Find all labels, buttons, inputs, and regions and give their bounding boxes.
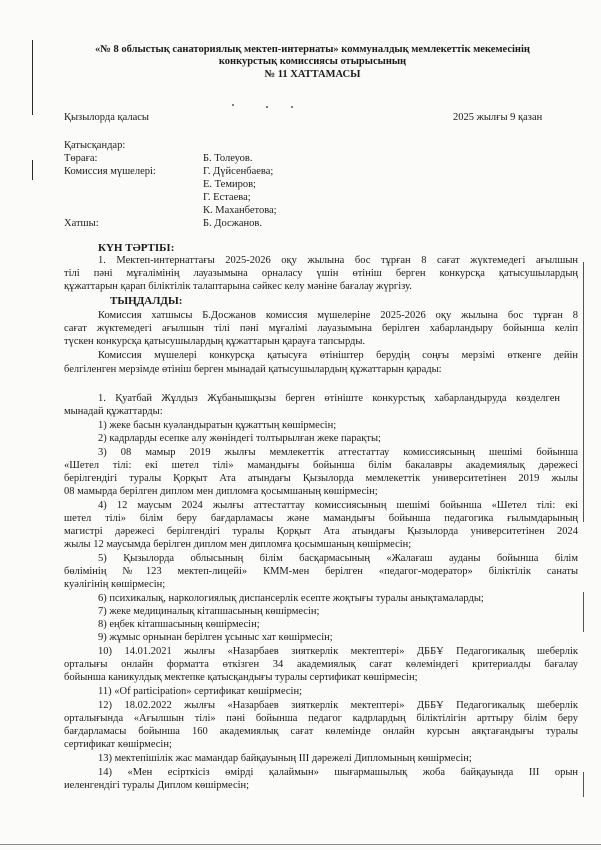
document-list-line: 5) Қызылорда облысының білім басқармасының «Жалағаш ауданы бойынша білім: [98, 553, 578, 564]
document-title-line-2: конкурстық комиссиясы отырысының: [218, 56, 407, 67]
member-name: Г. Естаева;: [203, 192, 251, 203]
document-list-line: 9) жұмыс орнынан берілген ұсыныс хат көшірмесін;: [98, 632, 333, 643]
document-list-line: магистрі дәрежесі берілгендігі туралы Қорқыт Ата атындағы Қызылорда университетінен 2024: [64, 526, 578, 537]
document-list-line: 11) «Of participation» сертификат көшірмесін;: [98, 686, 302, 697]
document-list-line: «Шетел тілі: екі шетел тілі» мамандығы бойынша білім бакалавры академиялық дәрежесі: [64, 460, 578, 471]
heard-line: белгіленген мерзімде өтініш берген мынадай қатысушылардың құжаттарын қарады:: [64, 364, 442, 375]
document-list-line: иеленгендігі туралы Диплом көшірмесін;: [64, 780, 250, 791]
agenda-heading: КҮН ТӘРТІБІ:: [98, 242, 175, 254]
chair-label: Төраға:: [64, 153, 98, 164]
scan-edge-mark: [32, 40, 33, 115]
document-list-line: шетел тілі» білім беру бағдарламасы және мамандығы бойынша педагогика ғылымдарының: [64, 513, 578, 524]
scan-edge-mark: [583, 772, 584, 797]
document-list-line: 2) кадрларды есепке алу жөніндегі толтырылған жеке парақты;: [98, 433, 381, 444]
document-list-line: мынадай құжаттарды:: [64, 406, 163, 417]
participants-title: Қатысқандар:: [64, 140, 126, 151]
document-list-line: бөлімінің №123 мектеп-лицейі» КММ-мен берілген «педагог-модератор» біліктілік санаты: [64, 566, 578, 577]
heard-line: түскен конкурсқа қатысушылардың құжаттарын қарауға тапсырды.: [64, 336, 366, 347]
document-list-line: 1) жеке басын куәландыратын құжаттың көшірмесін;: [98, 420, 337, 431]
document-list-line: 12) 18.02.2022 жылғы «Назарбаев зияткерлік мектептері» ДББҰ Педагогикалық шеберлік: [98, 700, 578, 711]
document-title-protocol: № 11 ХАТТАМАСЫ: [264, 69, 361, 80]
document-list-line: орталығында «Ағылшын тілі» пәні бойынша педагог кадрлардың біліктілігін арттыру білім беру: [64, 713, 578, 724]
scan-edge-mark: [583, 262, 584, 522]
document-list-line: 8) еңбек кітапшасының көшірмесін;: [98, 619, 260, 630]
document-list-line: 1. Қуатбай Жұлдыз Жұбанышқызы берген өтініште конкурстық хабарландыруда көзделген: [98, 393, 560, 404]
member-name: Г. Дүйсенбаева;: [203, 166, 274, 177]
city: Қызылорда қаласы: [64, 112, 149, 123]
scan-edge-mark: [32, 160, 33, 180]
agenda-line: тілі пәні мұғалімінің лауазымына орналасу үшін өтініш берген конкурсқа қатысушылардың: [64, 268, 578, 279]
document-list-line: 6) психикалық, наркологиялық диспансерлік есепте жоқтығы туралы анықтамаларды;: [98, 593, 484, 604]
agenda-line: құжаттарын қарап біліктілік талаптарына сәйкес келу мәніне бағалау жүргізу.: [64, 281, 412, 292]
scan-edge-mark: [0, 844, 601, 845]
document-list-line: жылы 12 маусымда берілген диплом мен дипломға қосымшаның көшірмесін;: [64, 539, 412, 550]
scan-speck: [291, 106, 293, 108]
document-title-line-1: «№ 8 облыстық санаториялық мектеп-интернаты» коммуналдық мемлекеттік мекемесінің: [95, 44, 530, 55]
document-list-line: 3) 08 мамыр 2019 жылғы мемлекеттік аттестаттау комиссиясының шешімі бойынша: [98, 447, 578, 458]
scan-speck: [232, 104, 234, 106]
secretary-label: Хатшы:: [64, 218, 99, 229]
document-list-line: 13) мектепішілік жас мамандар байқауының ІІІ дәрежелі Дипломының көшірмесін;: [98, 753, 472, 764]
members-label: Комиссия мүшелері:: [64, 166, 156, 177]
chair-name: Б. Толеуов.: [203, 153, 253, 164]
document-list-line: 08 мамырда берілген диплом мен дипломға қосымшаның көшірмесін;: [64, 486, 378, 497]
document-list-line: бағдарламасы бойынша 160 академиялық сағат көлемінде онлайн курсын аяқтағандығы туралы: [64, 726, 578, 737]
member-name: Е. Темиров;: [203, 179, 256, 190]
document-list-line: 10) 14.01.2021 жылғы «Назарбаев зияткерлік мектептері» ДББҰ Педагогикалық шеберлік: [98, 646, 578, 657]
document-list-line: орталығы онлайн форматта өткізген 34 академиялық сағат көлеміндегі критериалды бағалау: [64, 659, 578, 670]
document-list-line: 7) жеке медициналық кітапшасының көшірмесін;: [98, 606, 320, 617]
document-list-line: куәлігінің көшірмесін;: [64, 579, 166, 590]
document-list-line: сертификат көшірмесін;: [64, 739, 172, 750]
document-list-line: бойынша каникулдық мектепке қатысқандығы туралы сертификат көшірмесін;: [64, 672, 418, 683]
document-list-line: 14) «Мен есірткісіз өмірді қалаймын» шығармашылық жоба байқауында ІІІ орын: [98, 767, 578, 778]
heard-line: Комиссия хатшысы Б.Досжанов комиссия мүшелеріне 2025-2026 оқу жылына бос тұрған 8: [98, 310, 578, 321]
scan-speck: [266, 106, 268, 108]
secretary-name: Б. Досжанов.: [203, 218, 262, 229]
document-list-line: берілгендігі туралы Қорқыт Ата атындағы Қызылорда мемлекеттік университетінен 2019 жылы: [64, 473, 578, 484]
agenda-line: 1. Мектеп-интернаттағы 2025-2026 оқу жылына бос тұрған 8 сағат жүктемедегі ағылшын: [98, 255, 578, 266]
date: 2025 жылғы 9 қазан: [453, 112, 543, 123]
member-name: К. Маханбетова;: [203, 205, 277, 216]
scan-edge-mark: [583, 592, 584, 632]
document-list-line: 4) 12 маусым 2024 жылғы аттестаттау комиссиясының шешімі бойынша «Шетел тілі: екі: [98, 500, 578, 511]
heard-heading: ТЫҢДАЛДЫ:: [110, 295, 183, 307]
heard-line: Комиссия мүшелері конкурсқа қатысуға өтініштер берудің соңғы мерзімі өткенге дейін: [98, 350, 578, 361]
heard-line: сағат жүктемедегі ағылшын тілі пәні мұғалімі лауазымына берілген хабарландыру бойынша келіп: [64, 323, 578, 334]
